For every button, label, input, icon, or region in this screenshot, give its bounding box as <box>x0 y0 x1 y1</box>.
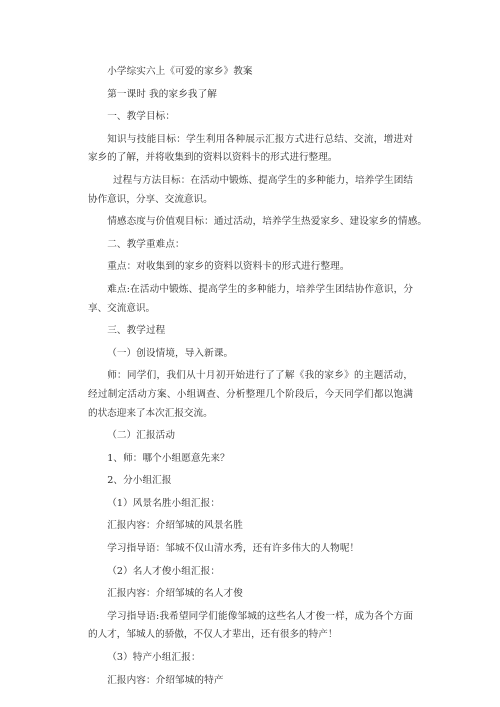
goal-knowledge: 知识与技能目标：学生利用各种展示汇报方式进行总结、交流，增进对家乡的了解，并将收集到的资料以资料卡的形式进行整理。 <box>88 133 413 164</box>
difficulty: 难点:在活动中锻炼、提高学生的多种能力，培养学生团结协作意识，分享、交流意识。 <box>88 283 413 314</box>
goals-heading: 一、教学目标： <box>107 111 176 123</box>
group-3-content: 汇报内容：介绍邹城的特产 <box>107 674 224 686</box>
list-item-1: 1、师：哪个小组愿意先来？ <box>107 452 230 464</box>
list-item-2: 2、分小组汇报 <box>107 475 172 487</box>
goal-process: 过程与方法目标：在活动中锻炼、提高学生的多种能力，培养学生团结协作意识，分享、交流意识。 <box>88 174 413 205</box>
group-2-guide: 学习指导语:我希望同学们能像邹城的这些名人才俊一样，成为各个方面的人才，邹城人的骄傲，不仅人才辈出，还有很多的特产！ <box>88 610 413 641</box>
document-title: 小学综实六上《可爱的家乡》教案 <box>107 66 253 77</box>
group-2-title: （2）名人才俊小组汇报： <box>107 565 221 577</box>
group-1-guide: 学习指导语：邹城不仅山清水秀，还有许多伟大的人物呢！ <box>107 543 360 555</box>
group-1-title: （1）风景名胜小组汇报： <box>107 497 221 509</box>
goal-emotion: 情感态度与价值观目标：通过活动，培养学生热爱家乡、建设家乡的情感。 <box>107 216 428 228</box>
group-2-content: 汇报内容：介绍邹城的名人才俊 <box>107 588 243 600</box>
step-1-text: 师：同学们，我们从十月初开始进行了了解《我的家乡》的主题活动，经过制定活动方案、小组调查、分析整理几个阶段后，今天同学们都以饱满的状态迎来了本次汇报交流。 <box>88 370 413 419</box>
process-heading: 三、教学过程 <box>107 325 166 337</box>
group-1-content: 汇报内容：介绍邹城的风景名胜 <box>107 520 243 532</box>
group-3-title: （3）特产小组汇报： <box>107 652 201 664</box>
step-2-heading: （二）汇报活动 <box>107 430 176 442</box>
keypoints-heading: 二、教学重难点： <box>107 238 185 250</box>
lesson-title: 第一课时 我的家乡我了解 <box>107 88 217 100</box>
document-body <box>88 63 428 690</box>
step-1-heading: （一）创设情境，导入新课。 <box>107 347 234 359</box>
keypoint: 重点：对收集到的家乡的资料以资料卡的形式进行整理。 <box>107 261 350 273</box>
